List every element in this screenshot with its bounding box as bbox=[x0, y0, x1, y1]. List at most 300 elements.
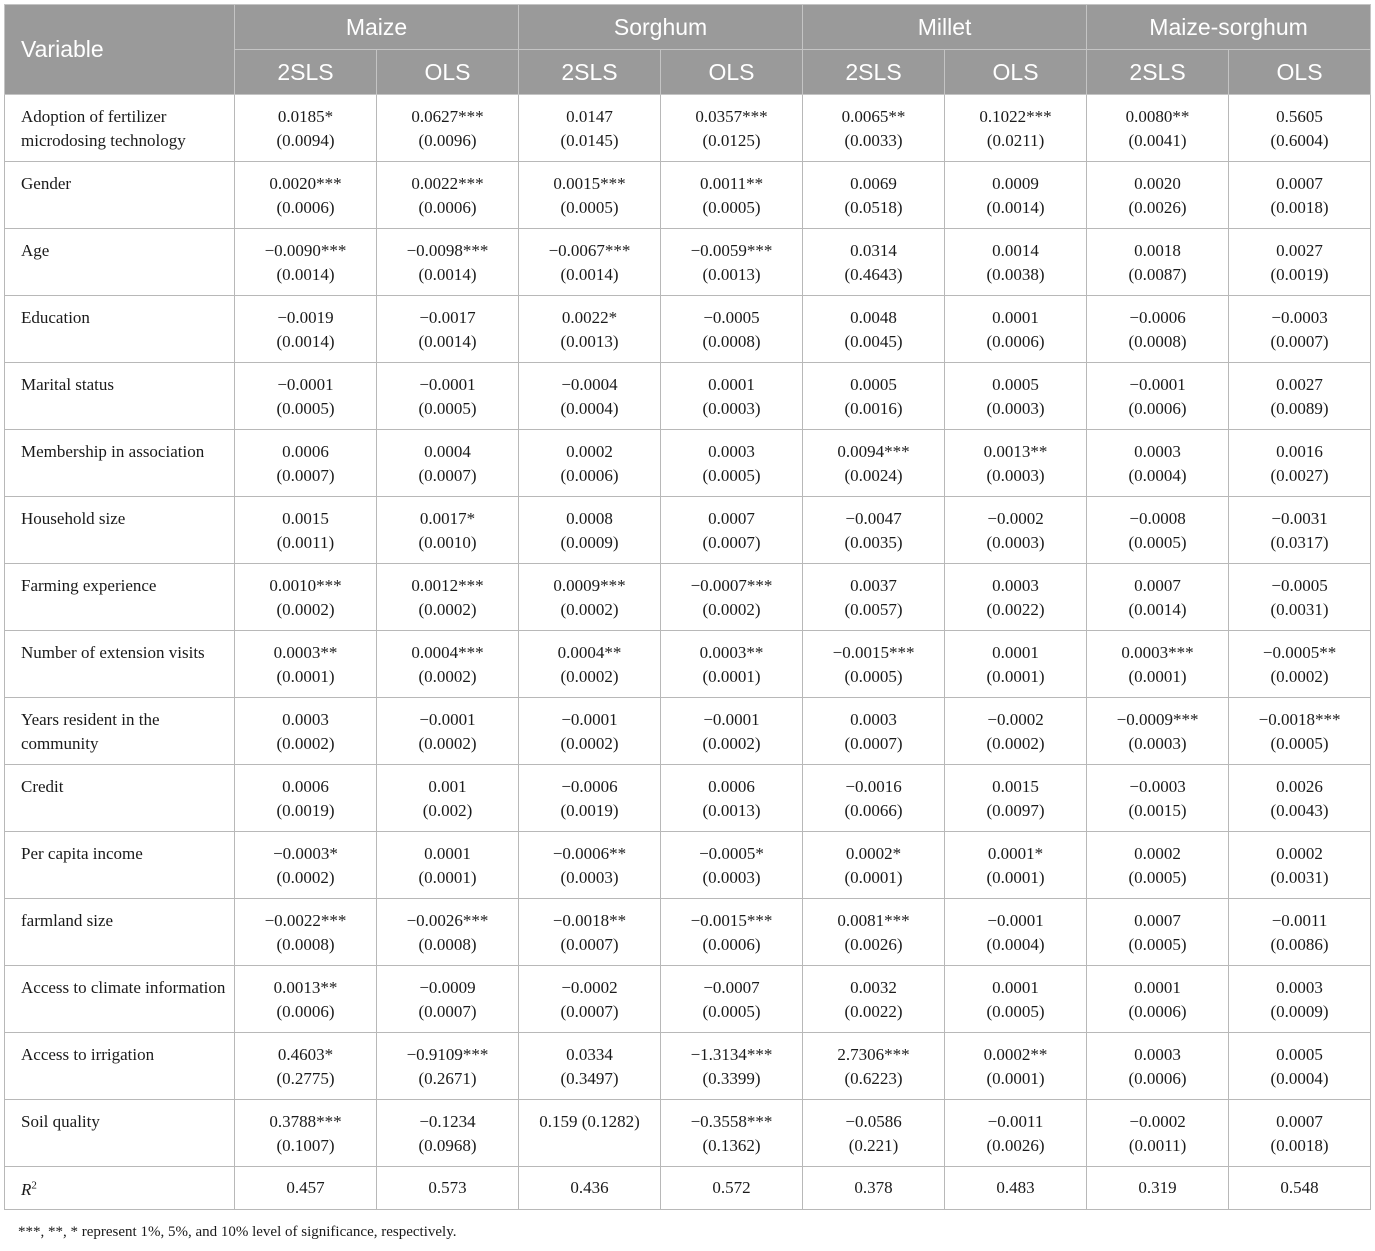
method-header: OLS bbox=[661, 50, 803, 95]
coefficient-value: 0.0006 bbox=[708, 777, 755, 796]
estimate-cell bbox=[803, 162, 945, 229]
coefficient-value: 0.0008 bbox=[566, 509, 613, 528]
standard-error-value: (0.0145) bbox=[560, 131, 619, 150]
coefficient-value: 0.0003** bbox=[699, 643, 764, 662]
coefficient-value: −0.0002 bbox=[1129, 1112, 1186, 1131]
coefficient-value: 0.0314 bbox=[850, 241, 897, 260]
estimate-cell bbox=[1087, 899, 1229, 966]
coefficient-value: 0.0006 bbox=[282, 442, 329, 461]
coefficient-value: −0.0059*** bbox=[690, 241, 773, 260]
coefficient-value: 0.0022*** bbox=[411, 174, 484, 193]
coefficient-value: 0.0016 bbox=[1276, 442, 1323, 461]
estimate-cell bbox=[377, 229, 519, 296]
estimate-cell bbox=[519, 497, 661, 564]
standard-error-value: (0.0018) bbox=[1270, 198, 1329, 217]
coefficient-value: 0.0005 bbox=[1276, 1045, 1323, 1064]
coefficient-value: −0.0031 bbox=[1271, 509, 1328, 528]
standard-error-value: (0.0019) bbox=[276, 801, 335, 820]
variable-label: Years resident in the community bbox=[5, 698, 235, 765]
estimate-cell bbox=[945, 296, 1087, 363]
standard-error-value: (0.0125) bbox=[702, 131, 761, 150]
estimate-cell bbox=[519, 899, 661, 966]
coefficient-value: 0.0015 bbox=[992, 777, 1039, 796]
standard-error-value: (0.0001) bbox=[1128, 667, 1187, 686]
coefficient-value: −0.0004 bbox=[561, 375, 618, 394]
standard-error-value: (0.4643) bbox=[844, 265, 903, 284]
estimate-cell bbox=[519, 698, 661, 765]
estimate-cell bbox=[377, 899, 519, 966]
coefficient-value: 0.001 bbox=[428, 777, 467, 796]
standard-error-value: (0.0001) bbox=[844, 868, 903, 887]
coefficient-value: 0.0001 bbox=[708, 375, 755, 394]
standard-error-value: (0.0005) bbox=[560, 198, 619, 217]
estimate-cell bbox=[803, 1100, 945, 1167]
table-row bbox=[5, 95, 1371, 162]
table-row bbox=[5, 162, 1371, 229]
r-squared-row bbox=[5, 1167, 1371, 1210]
variable-label: Household size bbox=[5, 497, 235, 564]
coefficient-value: −0.0019 bbox=[277, 308, 334, 327]
table-row bbox=[5, 832, 1371, 899]
variable-label: Number of extension visits bbox=[5, 631, 235, 698]
standard-error-value: (0.0004) bbox=[1128, 466, 1187, 485]
coefficient-value: 0.0027 bbox=[1276, 241, 1323, 260]
coefficient-value: 0.0004** bbox=[557, 643, 622, 662]
table-row bbox=[5, 1033, 1371, 1100]
standard-error-value: (0.0026) bbox=[986, 1136, 1045, 1155]
variable-label: Age bbox=[5, 229, 235, 296]
coefficient-value: 0.159 (0.1282) bbox=[539, 1112, 640, 1131]
estimate-cell bbox=[377, 564, 519, 631]
coefficient-value: 0.0003 bbox=[1134, 1045, 1181, 1064]
coefficient-value: 0.0004*** bbox=[411, 643, 484, 662]
group-header-maize: Maize bbox=[235, 5, 519, 50]
coefficient-value: −0.0005** bbox=[1262, 643, 1337, 662]
estimate-cell bbox=[1229, 765, 1371, 832]
standard-error-value: (0.0001) bbox=[986, 868, 1045, 887]
standard-error-value: (0.0014) bbox=[560, 265, 619, 284]
standard-error-value: (0.0002) bbox=[418, 600, 477, 619]
standard-error-value: (0.0004) bbox=[986, 935, 1045, 954]
coefficient-value: −0.0003* bbox=[273, 844, 338, 863]
estimate-cell bbox=[235, 95, 377, 162]
group-header-maize-sorghum: Maize-sorghum bbox=[1087, 5, 1371, 50]
table-row bbox=[5, 430, 1371, 497]
estimate-cell bbox=[803, 966, 945, 1033]
estimate-cell bbox=[661, 95, 803, 162]
coefficient-value: 0.0032 bbox=[850, 978, 897, 997]
coefficient-value: 0.0002 bbox=[1276, 844, 1323, 863]
table-row bbox=[5, 698, 1371, 765]
estimate-cell bbox=[235, 1033, 377, 1100]
coefficient-value: 0.0003 bbox=[708, 442, 755, 461]
standard-error-value: (0.0014) bbox=[276, 332, 335, 351]
standard-error-value: (0.0968) bbox=[418, 1136, 477, 1155]
coefficient-value: 0.0006 bbox=[282, 777, 329, 796]
method-header: OLS bbox=[377, 50, 519, 95]
variable-label: Membership in association bbox=[5, 430, 235, 497]
estimate-cell bbox=[1087, 497, 1229, 564]
estimate-cell bbox=[803, 363, 945, 430]
estimate-cell bbox=[377, 966, 519, 1033]
coefficient-value: −0.0017 bbox=[419, 308, 476, 327]
estimate-cell bbox=[377, 497, 519, 564]
estimate-cell bbox=[519, 631, 661, 698]
estimate-cell bbox=[1087, 162, 1229, 229]
standard-error-value: (0.0002) bbox=[986, 734, 1045, 753]
variable-label: Farming experience bbox=[5, 564, 235, 631]
variable-label: Access to irrigation bbox=[5, 1033, 235, 1100]
standard-error-value: (0.0006) bbox=[276, 198, 335, 217]
standard-error-value: (0.0002) bbox=[702, 600, 761, 619]
coefficient-value: 0.0005 bbox=[850, 375, 897, 394]
standard-error-value: (0.0002) bbox=[560, 667, 619, 686]
standard-error-value: (0.1007) bbox=[276, 1136, 335, 1155]
estimate-cell bbox=[803, 698, 945, 765]
coefficient-value: 0.0011** bbox=[699, 174, 764, 193]
standard-error-value: (0.0022) bbox=[986, 600, 1045, 619]
standard-error-value: (0.0003) bbox=[560, 868, 619, 887]
standard-error-value: (0.0005) bbox=[276, 399, 335, 418]
standard-error-value: (0.221) bbox=[848, 1136, 899, 1155]
coefficient-value: −0.9109*** bbox=[406, 1045, 489, 1064]
coefficient-value: −0.0018** bbox=[552, 911, 627, 930]
estimate-cell bbox=[1087, 765, 1229, 832]
estimate-cell bbox=[945, 229, 1087, 296]
table-row bbox=[5, 229, 1371, 296]
standard-error-value: (0.0019) bbox=[1270, 265, 1329, 284]
coefficient-value: 0.0007 bbox=[1276, 1112, 1323, 1131]
coefficient-value: 0.0003** bbox=[273, 643, 338, 662]
standard-error-value: (0.0002) bbox=[418, 734, 477, 753]
estimate-cell bbox=[235, 966, 377, 1033]
coefficient-value: −0.0006 bbox=[561, 777, 618, 796]
variable-label: Marital status bbox=[5, 363, 235, 430]
estimate-cell bbox=[1229, 497, 1371, 564]
coefficient-value: −0.0007 bbox=[703, 978, 760, 997]
coefficient-value: 0.0017* bbox=[419, 509, 476, 528]
coefficient-value: −0.0005 bbox=[703, 308, 760, 327]
coefficient-value: −0.0006 bbox=[1129, 308, 1186, 327]
estimate-cell bbox=[1229, 631, 1371, 698]
coefficient-value: 0.4603* bbox=[277, 1045, 334, 1064]
coefficient-value: −0.0005 bbox=[1271, 576, 1328, 595]
coefficient-value: 0.0069 bbox=[850, 174, 897, 193]
standard-error-value: (0.1362) bbox=[702, 1136, 761, 1155]
variable-label: Soil quality bbox=[5, 1100, 235, 1167]
coefficient-value: 0.0026 bbox=[1276, 777, 1323, 796]
coefficient-value: 0.0015*** bbox=[553, 174, 626, 193]
estimate-cell bbox=[235, 564, 377, 631]
table-row bbox=[5, 1100, 1371, 1167]
coefficient-value: −0.0067*** bbox=[548, 241, 631, 260]
variable-label: Per capita income bbox=[5, 832, 235, 899]
estimate-cell bbox=[1087, 1033, 1229, 1100]
standard-error-value: (0.0006) bbox=[560, 466, 619, 485]
coefficient-value: 0.0010*** bbox=[269, 576, 342, 595]
estimate-cell bbox=[945, 899, 1087, 966]
estimate-cell bbox=[519, 832, 661, 899]
standard-error-value: (0.0011) bbox=[276, 533, 335, 552]
estimate-cell bbox=[1087, 966, 1229, 1033]
coefficient-value: 0.0002* bbox=[845, 844, 902, 863]
standard-error-value: (0.3399) bbox=[702, 1069, 761, 1088]
standard-error-value: (0.0006) bbox=[702, 935, 761, 954]
variable-header: Variable bbox=[5, 5, 235, 95]
estimate-cell bbox=[945, 832, 1087, 899]
coefficient-value: 0.0009*** bbox=[553, 576, 626, 595]
estimate-cell bbox=[1229, 1033, 1371, 1100]
standard-error-value: (0.0006) bbox=[1128, 399, 1187, 418]
standard-error-value: (0.0003) bbox=[986, 399, 1045, 418]
estimate-cell bbox=[945, 966, 1087, 1033]
coefficient-value: −0.0011 bbox=[1271, 911, 1328, 930]
standard-error-value: (0.6004) bbox=[1270, 131, 1329, 150]
standard-error-value: (0.0005) bbox=[844, 667, 903, 686]
r-squared-value: 0.319 bbox=[1087, 1167, 1229, 1210]
standard-error-value: (0.0026) bbox=[844, 935, 903, 954]
estimate-cell bbox=[803, 1033, 945, 1100]
coefficient-value: −0.0047 bbox=[845, 509, 902, 528]
coefficient-value: 0.0007 bbox=[708, 509, 755, 528]
r-squared-symbol: R bbox=[21, 1180, 32, 1200]
coefficient-value: 0.0007 bbox=[1134, 911, 1181, 930]
standard-error-value: (0.0057) bbox=[844, 600, 903, 619]
variable-label: Credit bbox=[5, 765, 235, 832]
coefficient-value: −0.0002 bbox=[987, 710, 1044, 729]
coefficient-value: 0.0012*** bbox=[411, 576, 484, 595]
standard-error-value: (0.0014) bbox=[986, 198, 1045, 217]
standard-error-value: (0.3497) bbox=[560, 1069, 619, 1088]
estimate-cell bbox=[1229, 95, 1371, 162]
coefficient-value: −0.0009*** bbox=[1116, 710, 1199, 729]
coefficient-value: 0.0013** bbox=[273, 978, 338, 997]
standard-error-value: (0.0007) bbox=[560, 935, 619, 954]
standard-error-value: (0.0027) bbox=[1270, 466, 1329, 485]
standard-error-value: (0.0026) bbox=[1128, 198, 1187, 217]
estimate-cell bbox=[945, 564, 1087, 631]
standard-error-value: (0.0005) bbox=[702, 1002, 761, 1021]
coefficient-value: 0.0014 bbox=[992, 241, 1039, 260]
method-header: 2SLS bbox=[235, 50, 377, 95]
coefficient-value: 0.0015 bbox=[282, 509, 329, 528]
coefficient-value: −0.0002 bbox=[561, 978, 618, 997]
estimate-cell bbox=[377, 765, 519, 832]
regression-table bbox=[4, 4, 1371, 1210]
standard-error-value: (0.0016) bbox=[844, 399, 903, 418]
coefficient-value: −0.0011 bbox=[987, 1112, 1044, 1131]
coefficient-value: 2.7306*** bbox=[837, 1045, 910, 1064]
standard-error-value: (0.0043) bbox=[1270, 801, 1329, 820]
standard-error-value: (0.0019) bbox=[560, 801, 619, 820]
coefficient-value: −0.0015*** bbox=[832, 643, 915, 662]
estimate-cell bbox=[1087, 564, 1229, 631]
coefficient-value: 0.0007 bbox=[1276, 174, 1323, 193]
standard-error-value: (0.2775) bbox=[276, 1069, 335, 1088]
estimate-cell bbox=[519, 1033, 661, 1100]
standard-error-value: (0.0007) bbox=[844, 734, 903, 753]
standard-error-value: (0.0008) bbox=[702, 332, 761, 351]
coefficient-value: −0.0001 bbox=[561, 710, 618, 729]
standard-error-value: (0.0001) bbox=[702, 667, 761, 686]
table-row bbox=[5, 564, 1371, 631]
coefficient-value: 0.0020 bbox=[1134, 174, 1181, 193]
standard-error-value: (0.0001) bbox=[276, 667, 335, 686]
estimate-cell bbox=[945, 765, 1087, 832]
standard-error-value: (0.0317) bbox=[1270, 533, 1329, 552]
estimate-cell bbox=[1087, 363, 1229, 430]
estimate-cell bbox=[235, 162, 377, 229]
coefficient-value: 0.0018 bbox=[1134, 241, 1181, 260]
standard-error-value: (0.0031) bbox=[1270, 868, 1329, 887]
coefficient-value: 0.0001 bbox=[1134, 978, 1181, 997]
r-squared-value: 0.483 bbox=[945, 1167, 1087, 1210]
standard-error-value: (0.0013) bbox=[702, 801, 761, 820]
estimate-cell bbox=[945, 698, 1087, 765]
r-squared-value: 0.548 bbox=[1229, 1167, 1371, 1210]
estimate-cell bbox=[235, 296, 377, 363]
coefficient-value: 0.0001* bbox=[987, 844, 1044, 863]
estimate-cell bbox=[377, 1100, 519, 1167]
standard-error-value: (0.0014) bbox=[1128, 600, 1187, 619]
coefficient-value: −0.0015*** bbox=[690, 911, 773, 930]
standard-error-value: (0.6223) bbox=[844, 1069, 903, 1088]
coefficient-value: −0.0001 bbox=[277, 375, 334, 394]
estimate-cell bbox=[377, 631, 519, 698]
variable-label: farmland size bbox=[5, 899, 235, 966]
method-header: 2SLS bbox=[1087, 50, 1229, 95]
standard-error-value: (0.0003) bbox=[702, 399, 761, 418]
estimate-cell bbox=[235, 765, 377, 832]
estimate-cell bbox=[803, 564, 945, 631]
coefficient-value: −0.0001 bbox=[1129, 375, 1186, 394]
estimate-cell bbox=[661, 363, 803, 430]
r-squared-value: 0.378 bbox=[803, 1167, 945, 1210]
standard-error-value: (0.0006) bbox=[986, 332, 1045, 351]
coefficient-value: 0.0007 bbox=[1134, 576, 1181, 595]
standard-error-value: (0.0002) bbox=[1270, 667, 1329, 686]
variable-label: Adoption of fertilizer microdosing technology bbox=[5, 95, 235, 162]
coefficient-value: −0.0008 bbox=[1129, 509, 1186, 528]
standard-error-value: (0.0008) bbox=[1128, 332, 1187, 351]
estimate-cell bbox=[803, 832, 945, 899]
standard-error-value: (0.0009) bbox=[1270, 1002, 1329, 1021]
coefficient-value: −0.0003 bbox=[1271, 308, 1328, 327]
coefficient-value: 0.0334 bbox=[566, 1045, 613, 1064]
coefficient-value: 0.5605 bbox=[1276, 107, 1323, 126]
standard-error-value: (0.0094) bbox=[276, 131, 335, 150]
standard-error-value: (0.0006) bbox=[1128, 1069, 1187, 1088]
coefficient-value: −0.0098*** bbox=[406, 241, 489, 260]
table-row bbox=[5, 631, 1371, 698]
coefficient-value: −1.3134*** bbox=[690, 1045, 773, 1064]
coefficient-value: 0.0001 bbox=[992, 308, 1039, 327]
table-row bbox=[5, 966, 1371, 1033]
estimate-cell bbox=[235, 832, 377, 899]
estimate-cell bbox=[661, 832, 803, 899]
standard-error-value: (0.0003) bbox=[986, 533, 1045, 552]
estimate-cell bbox=[519, 162, 661, 229]
coefficient-value: −0.0090*** bbox=[264, 241, 347, 260]
standard-error-value: (0.0096) bbox=[418, 131, 477, 150]
estimate-cell bbox=[945, 497, 1087, 564]
group-header-millet: Millet bbox=[803, 5, 1087, 50]
standard-error-value: (0.0518) bbox=[844, 198, 903, 217]
standard-error-value: (0.2671) bbox=[418, 1069, 477, 1088]
estimate-cell bbox=[1087, 95, 1229, 162]
estimate-cell bbox=[377, 430, 519, 497]
estimate-cell bbox=[1229, 564, 1371, 631]
standard-error-value: (0.0001) bbox=[986, 667, 1045, 686]
standard-error-value: (0.0018) bbox=[1270, 1136, 1329, 1155]
variable-label: Gender bbox=[5, 162, 235, 229]
standard-error-value: (0.0005) bbox=[986, 1002, 1045, 1021]
standard-error-value: (0.0002) bbox=[276, 600, 335, 619]
coefficient-value: 0.1022*** bbox=[979, 107, 1052, 126]
standard-error-value: (0.0007) bbox=[1270, 332, 1329, 351]
coefficient-value: −0.0003 bbox=[1129, 777, 1186, 796]
table-row bbox=[5, 497, 1371, 564]
estimate-cell bbox=[803, 899, 945, 966]
standard-error-value: (0.0005) bbox=[1128, 935, 1187, 954]
estimate-cell bbox=[377, 95, 519, 162]
method-header: OLS bbox=[1229, 50, 1371, 95]
standard-error-value: (0.0086) bbox=[1270, 935, 1329, 954]
coefficient-value: 0.0001 bbox=[992, 643, 1039, 662]
standard-error-value: (0.0211) bbox=[986, 131, 1045, 150]
estimate-cell bbox=[1087, 631, 1229, 698]
standard-error-value: (0.0014) bbox=[276, 265, 335, 284]
estimate-cell bbox=[661, 229, 803, 296]
r-squared-value: 0.572 bbox=[661, 1167, 803, 1210]
estimate-cell bbox=[661, 631, 803, 698]
coefficient-value: 0.0627*** bbox=[411, 107, 484, 126]
standard-error-value: (0.0005) bbox=[1128, 868, 1187, 887]
coefficient-value: 0.0002 bbox=[1134, 844, 1181, 863]
standard-error-value: (0.0011) bbox=[1128, 1136, 1187, 1155]
estimate-cell bbox=[519, 95, 661, 162]
estimate-cell bbox=[1229, 229, 1371, 296]
estimate-cell bbox=[377, 1033, 519, 1100]
estimate-cell bbox=[1229, 296, 1371, 363]
coefficient-value: −0.0018*** bbox=[1258, 710, 1341, 729]
estimate-cell bbox=[1229, 698, 1371, 765]
estimate-cell bbox=[519, 296, 661, 363]
estimate-cell bbox=[1087, 832, 1229, 899]
estimate-cell bbox=[235, 631, 377, 698]
coefficient-value: 0.0185* bbox=[277, 107, 334, 126]
coefficient-value: 0.0004 bbox=[424, 442, 471, 461]
table-row bbox=[5, 296, 1371, 363]
standard-error-value: (0.0005) bbox=[702, 198, 761, 217]
estimate-cell bbox=[945, 631, 1087, 698]
group-header-sorghum: Sorghum bbox=[519, 5, 803, 50]
method-header: 2SLS bbox=[803, 50, 945, 95]
estimate-cell bbox=[945, 430, 1087, 497]
estimate-cell bbox=[519, 229, 661, 296]
estimate-cell bbox=[235, 497, 377, 564]
standard-error-value: (0.0009) bbox=[560, 533, 619, 552]
estimate-cell bbox=[235, 430, 377, 497]
estimate-cell bbox=[803, 229, 945, 296]
variable-label: Access to climate information bbox=[5, 966, 235, 1033]
r-squared-superscript: 2 bbox=[31, 1179, 37, 1192]
coefficient-value: 0.0003 bbox=[850, 710, 897, 729]
coefficient-value: 0.0003*** bbox=[1121, 643, 1194, 662]
standard-error-value: (0.0013) bbox=[560, 332, 619, 351]
estimate-cell bbox=[519, 1100, 661, 1167]
estimate-cell bbox=[803, 95, 945, 162]
